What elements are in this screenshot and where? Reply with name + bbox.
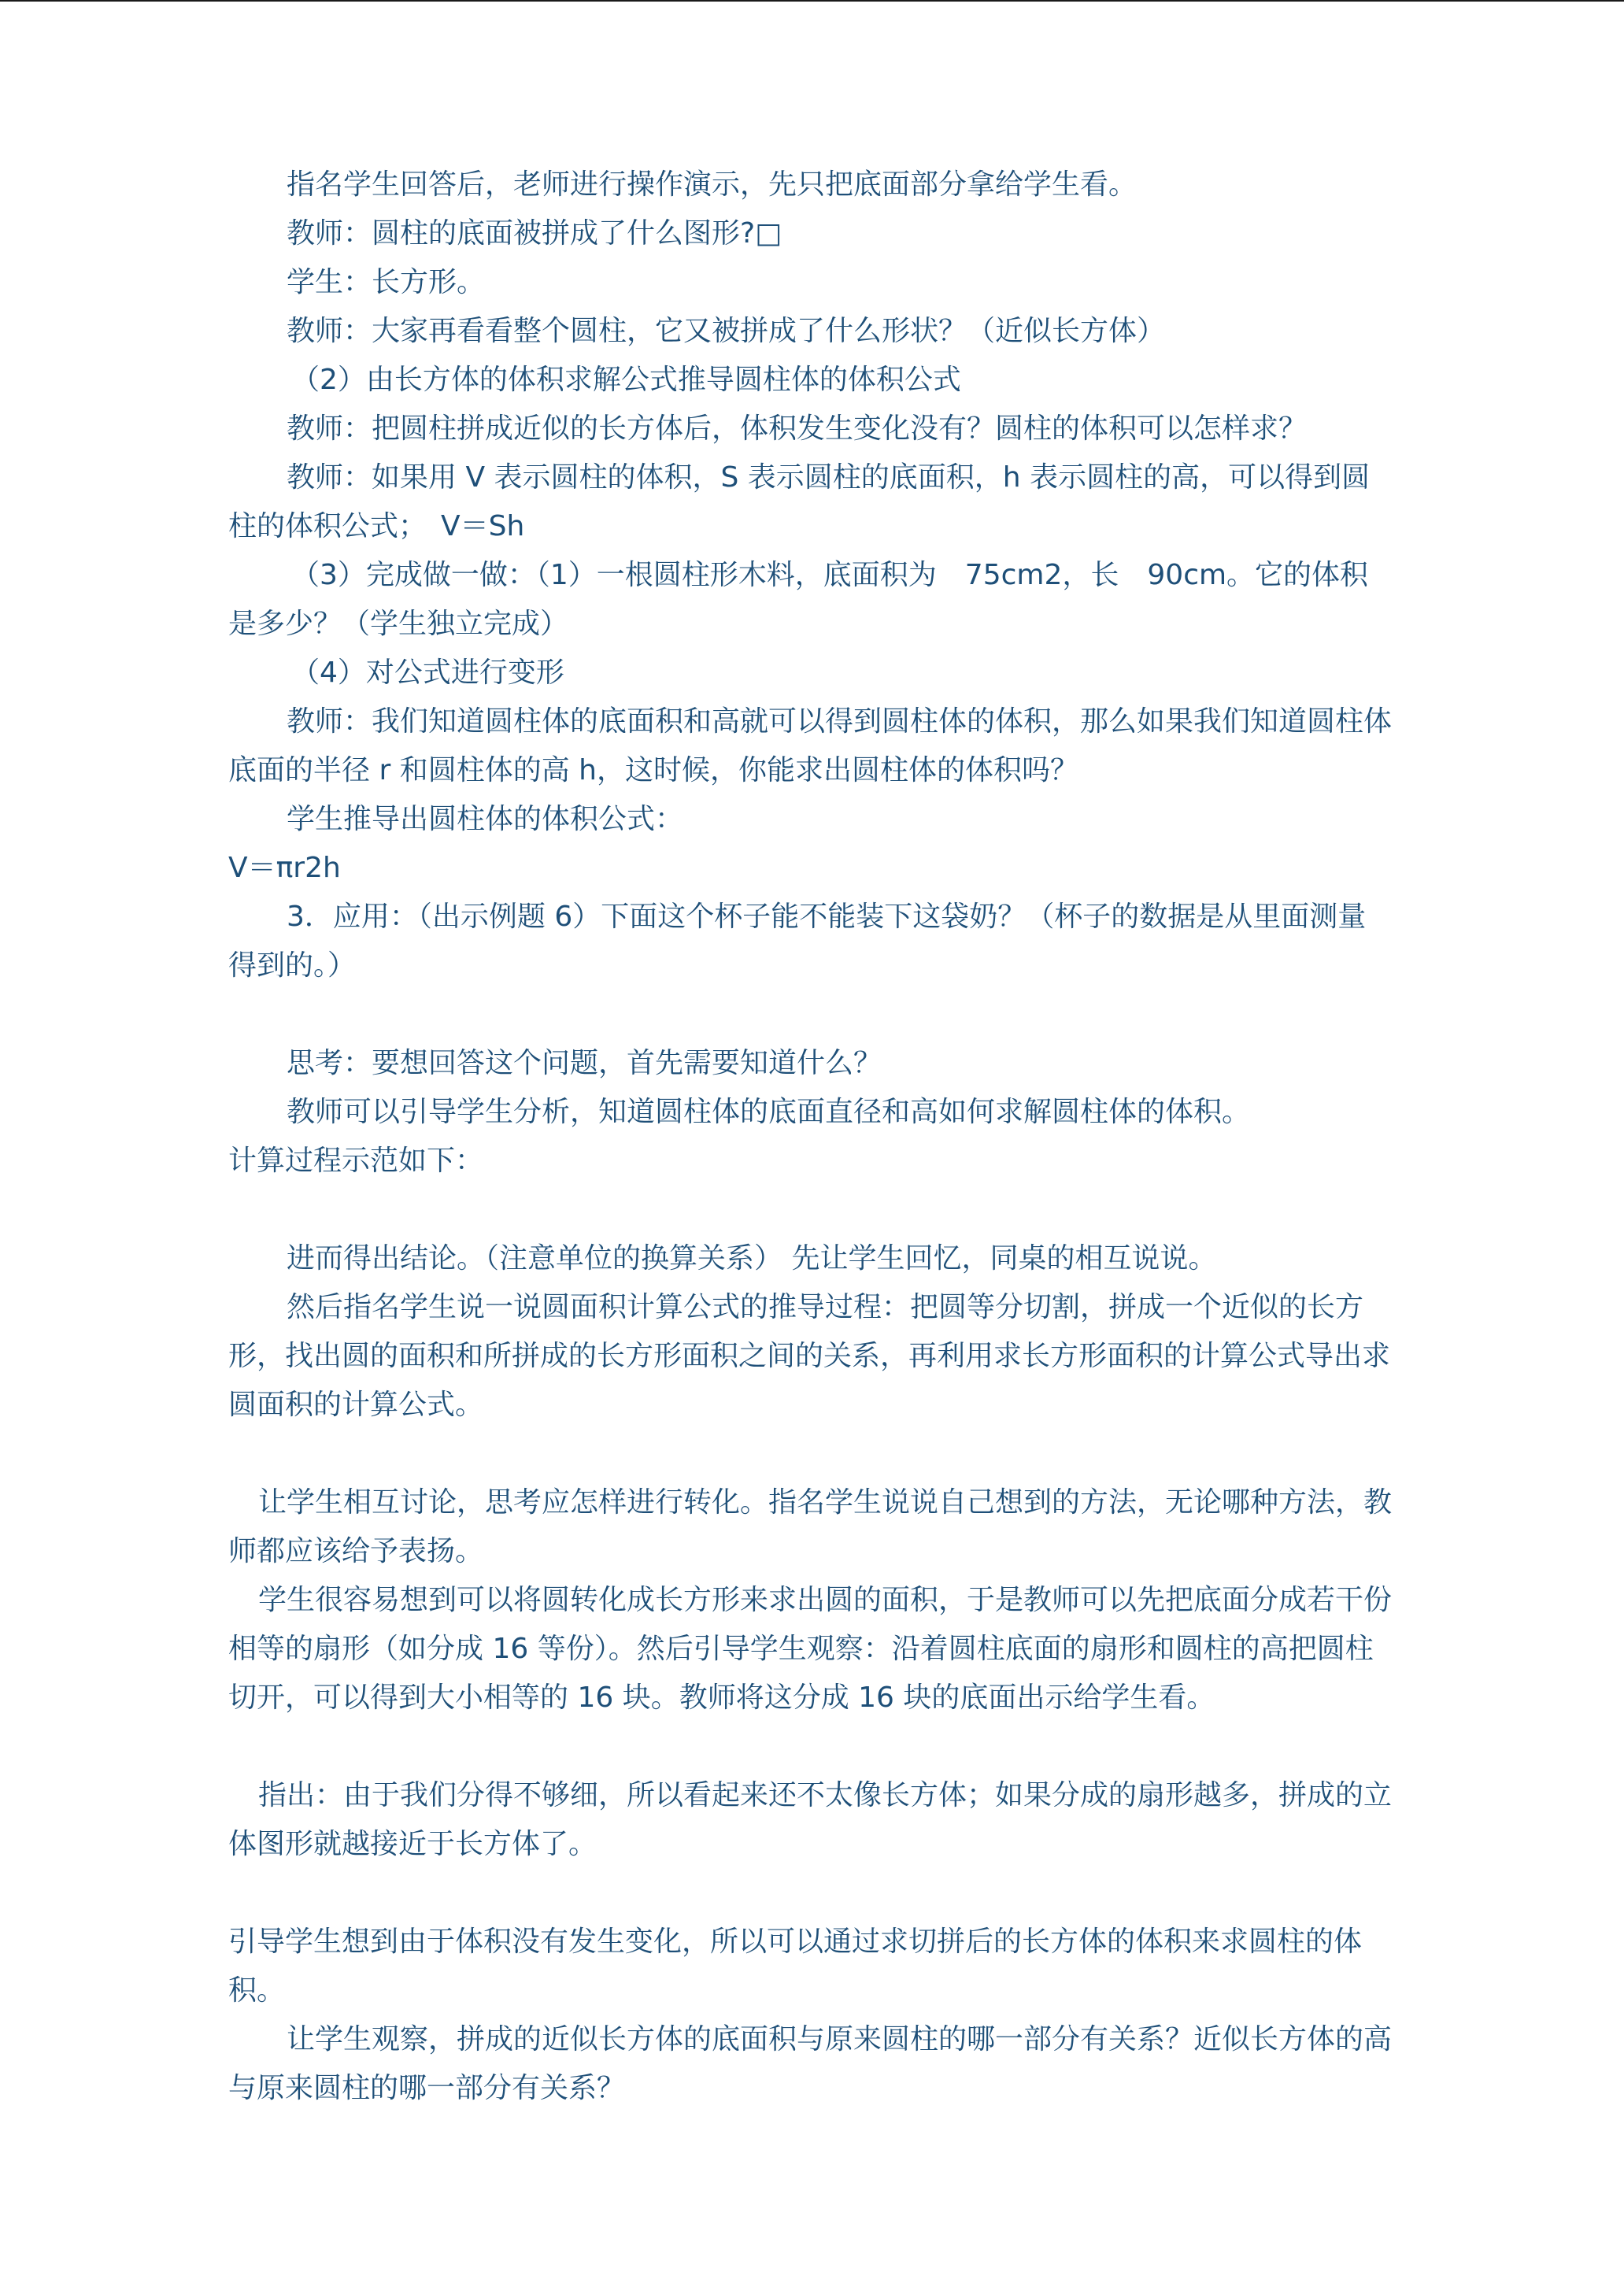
paragraph: 引导学生想到由于体积没有发生变化，所以可以通过求切拼后的长方体的体积来求圆柱的体积。 <box>228 1926 1363 2007</box>
spacer <box>228 1430 1393 1478</box>
paragraph: 计算过程示范如下： <box>228 1145 484 1177</box>
paragraph: 进而得出结论。（注意单位的换算关系） 先让学生回忆，同桌的相互说说。 <box>287 1242 1217 1275</box>
paragraph: 让学生相互讨论，思考应怎样进行转化。指名学生说说自己想到的方法，无论哪种方法，教师都应该给予表扬。 <box>228 1486 1393 1567</box>
paragraph: 思考：要想回答这个问题，首先需要知道什么？ <box>287 1047 882 1079</box>
document-body <box>228 161 1393 2113</box>
spacer <box>228 1186 1393 1234</box>
paragraph: 学生很容易想到可以将圆转化成长方形来求出圆的面积，于是教师可以先把底面分成若干份相等的扇形（如分成 16 等份）。然后引导学生观察：沿着圆柱底面的扇形和圆柱的高把圆柱切开，可以得到大小相等的 16 块。教师将这分成 16 块的底面出示给学生看。 <box>228 1584 1393 1714</box>
paragraph: （3）完成做一做：（1）一根圆柱形木料，底面积为 75cm2，长 90cm。它的体积是多少？（学生独立完成） <box>228 559 1369 640</box>
paragraph: 学生推导出圆柱体的体积公式： <box>287 803 684 835</box>
spacer <box>228 990 1393 1039</box>
paragraph: 教师：圆柱的底面被拼成了什么图形?□ <box>287 217 782 250</box>
paragraph: 指出：由于我们分得不够细，所以看起来还不太像长方体；如果分成的扇形越多，拼成的立体图形就越接近于长方体了。 <box>228 1779 1393 1860</box>
paragraph: 教师：把圆柱拼成近似的长方体后，体积发生变化没有？圆柱的体积可以怎样求？ <box>287 413 1308 445</box>
paragraph: 3．应用：（出示例题 6）下面这个杯子能不能装下这袋奶？（杯子的数据是从里面测量得到的。） <box>228 901 1367 982</box>
spacer <box>228 1722 1393 1771</box>
paragraph: 教师：大家再看看整个圆柱，它又被拼成了什么形状？（近似长方体） <box>287 315 1166 347</box>
formula-line: V＝πr2h <box>228 852 341 884</box>
paragraph: 教师：我们知道圆柱体的底面积和高就可以得到圆柱体的体积，那么如果我们知道圆柱体底面的半径 r 和圆柱体的高 h，这时候，你能求出圆柱体的体积吗？ <box>228 705 1393 786</box>
paragraph: 然后指名学生说一说圆面积计算公式的推导过程：把圆等分切割，拼成一个近似的长方形，找出圆的面积和所拼成的长方形面积之间的关系，再利用求长方形面积的计算公式导出求圆面积的计算公式。 <box>228 1291 1391 1421</box>
paragraph: 学生：长方形。 <box>287 266 486 298</box>
paragraph: 教师：如果用 V 表示圆柱的体积，S 表示圆柱的底面积，h 表示圆柱的高，可以得到圆柱的体积公式； V＝Sh <box>228 461 1371 542</box>
paragraph: 让学生观察，拼成的近似长方体的底面积与原来圆柱的哪一部分有关系？近似长方体的高与原来圆柱的哪一部分有关系？ <box>228 2023 1393 2104</box>
paragraph: 指名学生回答后，老师进行操作演示，先只把底面部分拿给学生看。 <box>287 168 1138 201</box>
paragraph: 教师可以引导学生分析，知道圆柱体的底面直径和高如何求解圆柱体的体积。 <box>287 1096 1251 1128</box>
spacer <box>228 1869 1393 1918</box>
paragraph: （4）对公式进行变形 <box>291 657 564 689</box>
paragraph: （2）由长方体的体积求解公式推导圆柱体的体积公式 <box>291 364 961 396</box>
